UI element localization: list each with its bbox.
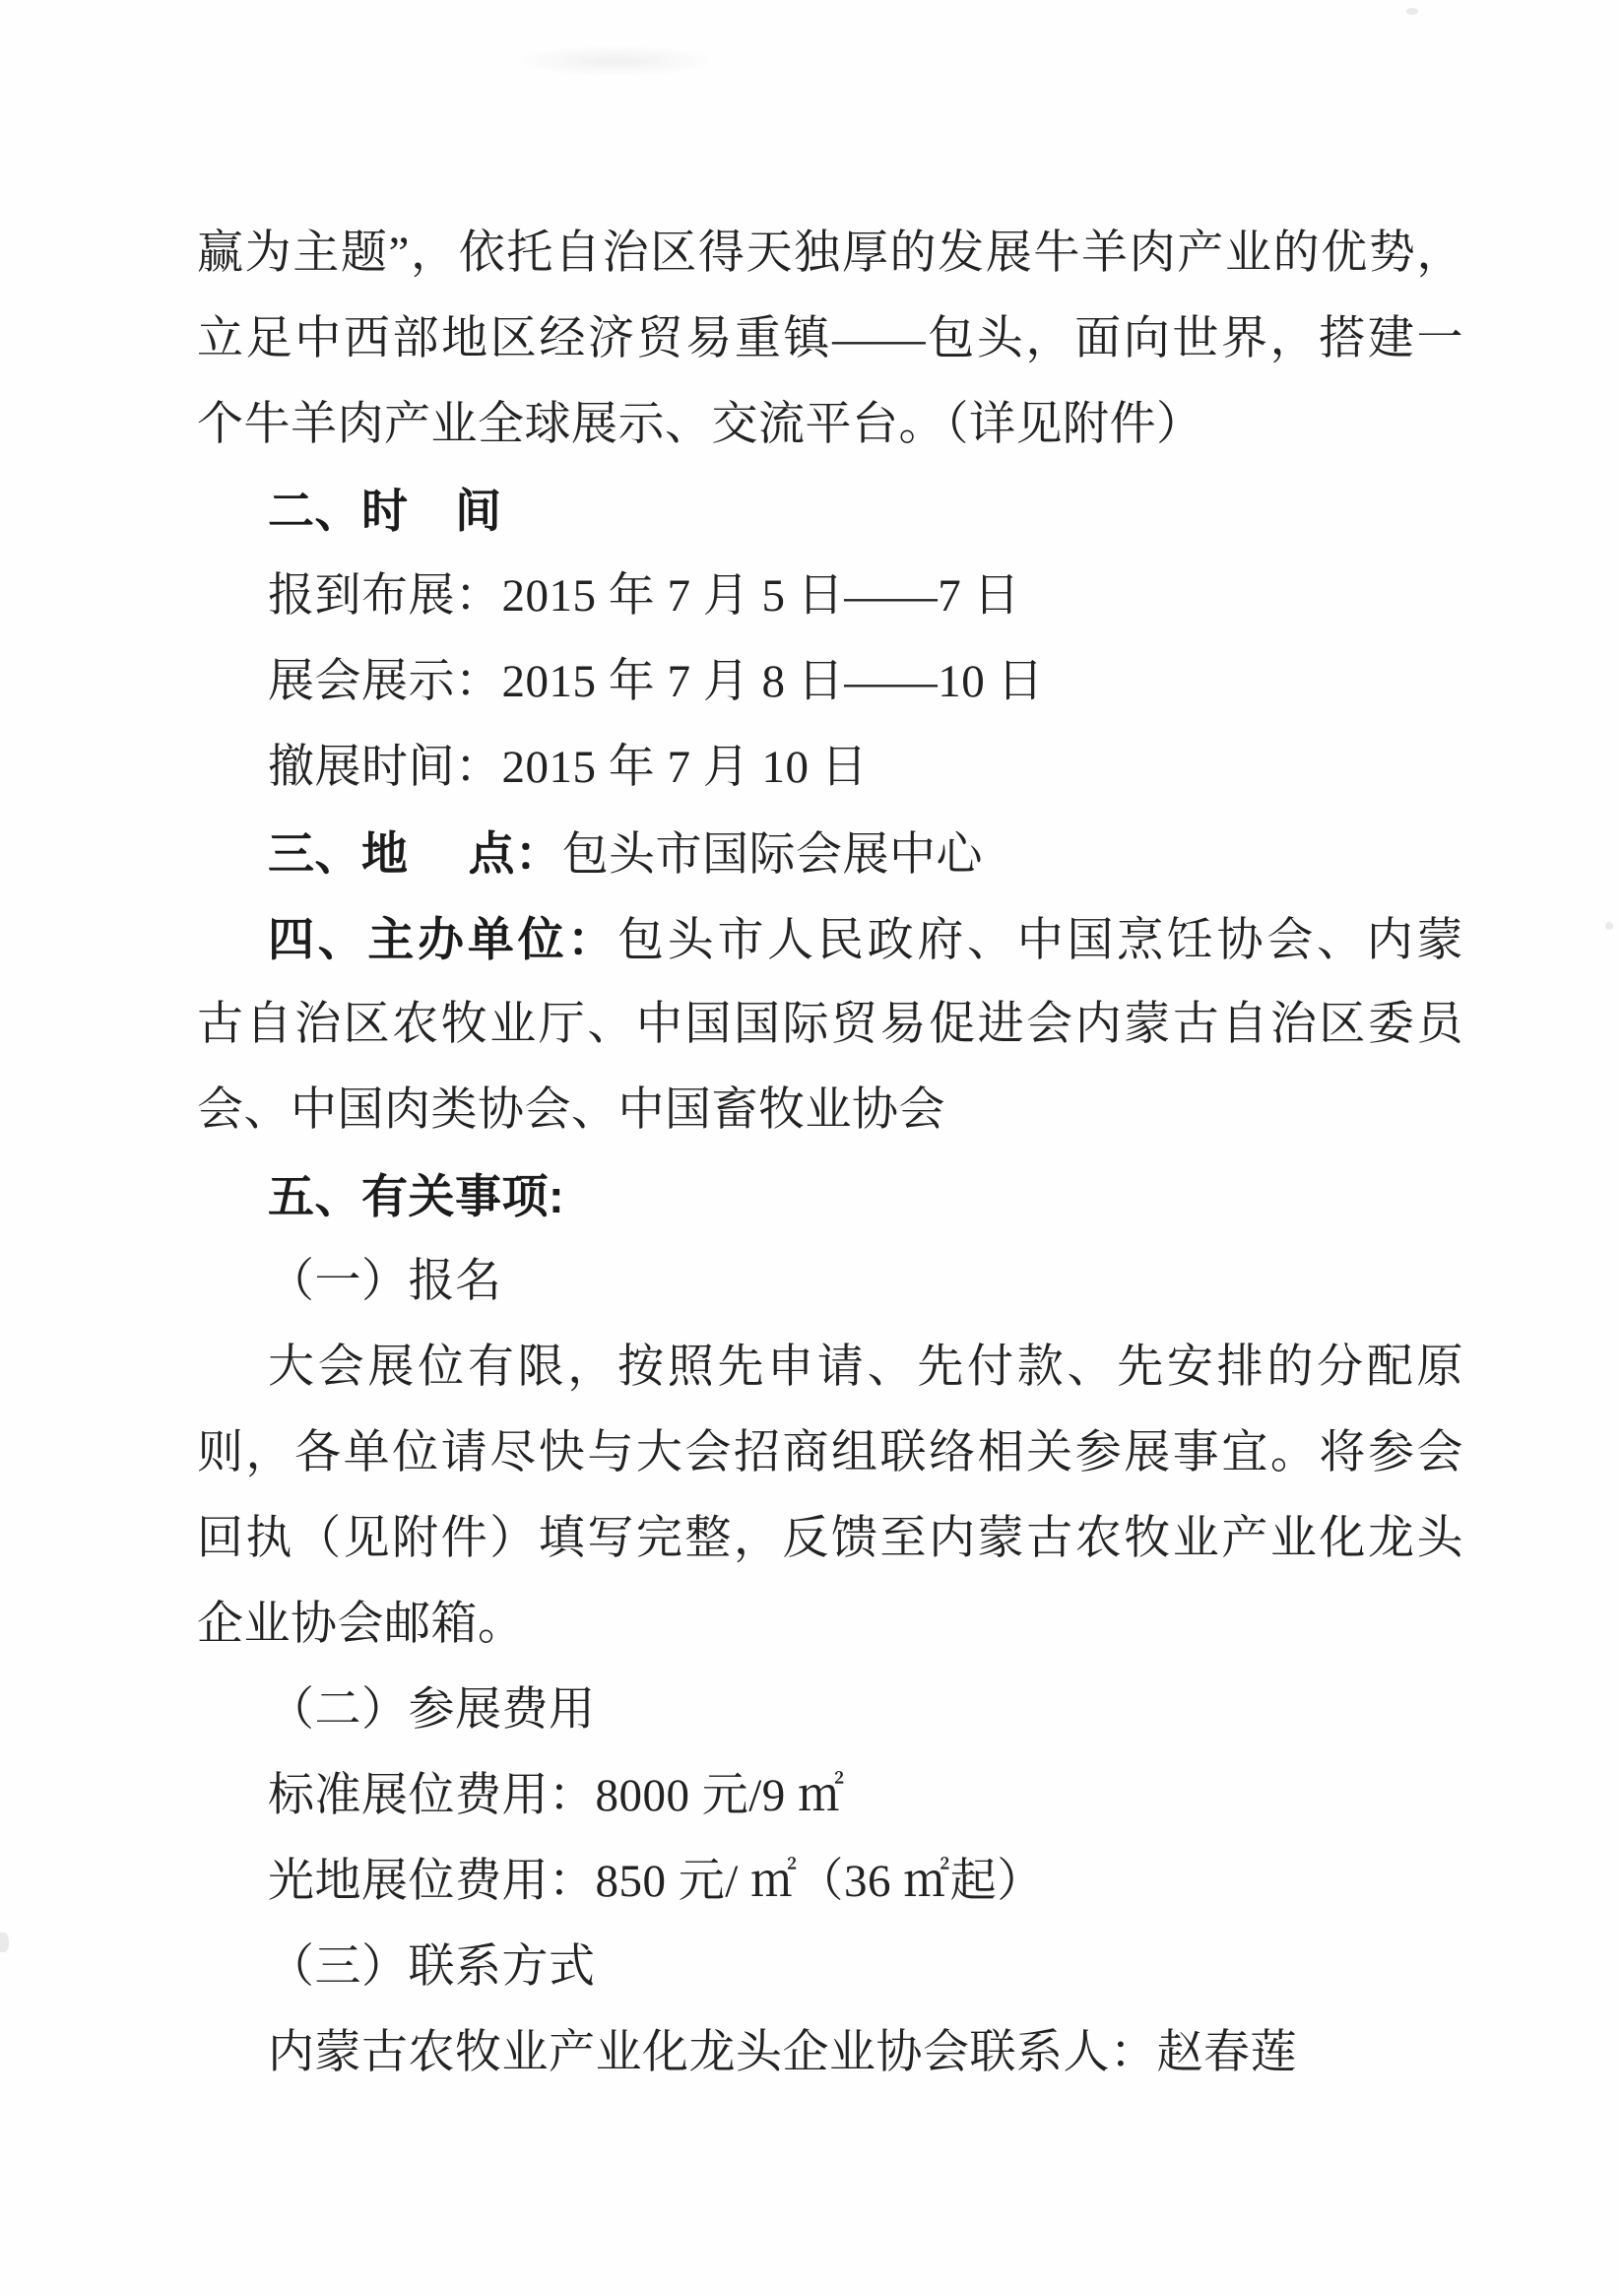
text-line — [197, 1925, 1463, 2010]
text-line — [197, 2010, 1463, 2096]
text-segment: 赢为主题”，依托自治区得天独厚的发展牛羊肉产业的优势， — [197, 228, 1463, 279]
heading-segment: 二、时 间 — [268, 485, 502, 537]
text-line — [197, 1582, 1463, 1668]
text-segment: 标准展位费用：8000 元/9 ㎡ — [268, 1770, 845, 1821]
text-line — [197, 896, 1463, 982]
text-line — [197, 1239, 1463, 1325]
text-segment: 个牛羊肉产业全球展示、交流平台。（详见附件） — [197, 399, 1203, 450]
text-segment: 企业协会邮箱。 — [197, 1599, 525, 1650]
text-line — [197, 1839, 1463, 1925]
text-segment: 包头市人民政府、中国烹饪协会、内蒙 — [617, 915, 1464, 966]
text-segment: （二）参展费用 — [268, 1684, 596, 1736]
text-segment: 会、中国肉类协会、中国畜牧业协会 — [197, 1084, 945, 1136]
text-line — [197, 211, 1463, 296]
text-line — [197, 554, 1463, 639]
text-line — [197, 1325, 1463, 1410]
text-segment: 立足中西部地区经济贸易重镇——包头，面向世界，搭建一 — [197, 313, 1463, 364]
text-segment: 内蒙古农牧业产业化龙头企业协会联系人：赵春莲 — [268, 2027, 1297, 2078]
heading-segment: 五、有关事项: — [268, 1170, 565, 1222]
heading-segment: 三、地 点： — [268, 827, 562, 880]
text-segment: 光地展位费用：850 元/ ㎡（36 ㎡起） — [268, 1856, 1044, 1907]
text-line — [197, 468, 1463, 554]
text-segment: 报到布展：2015 年 7 月 5 日——7 日 — [268, 570, 1020, 622]
scan-smudge — [512, 45, 719, 77]
text-segment: （三）联系方式 — [268, 1941, 596, 1993]
heading-segment: 四、主办单位： — [268, 913, 618, 965]
text-line — [197, 1496, 1463, 1582]
text-line — [197, 1753, 1463, 1839]
text-segment: 撤展时间：2015 年 7 月 10 日 — [268, 742, 869, 793]
text-segment: 则，各单位请尽快与大会招商组联络相关参展事宜。将参会 — [197, 1427, 1463, 1478]
text-line — [197, 296, 1463, 382]
text-segment: 展会展示：2015 年 7 月 8 日——10 日 — [268, 656, 1044, 707]
scan-speck — [1406, 8, 1418, 15]
text-line — [197, 982, 1463, 1068]
text-line — [197, 725, 1463, 811]
text-segment: 大会展位有限，按照先申请、先付款、先安排的分配原 — [268, 1342, 1463, 1393]
scan-speck — [1605, 922, 1613, 930]
text-segment: 包头市国际会展中心 — [561, 829, 984, 881]
text-line — [197, 1153, 1463, 1239]
text-line — [197, 811, 1463, 896]
scan-speck — [0, 1933, 9, 1952]
text-line — [197, 1068, 1463, 1153]
text-segment: 回执（见附件）填写完整，反馈至内蒙古农牧业产业化龙头 — [197, 1513, 1463, 1564]
text-line — [197, 1410, 1463, 1496]
document-text — [197, 211, 1463, 2096]
text-segment: （一）报名 — [268, 1256, 502, 1307]
text-segment: 古自治区农牧业厅、中国国际贸易促进会内蒙古自治区委员 — [197, 999, 1463, 1050]
text-line — [197, 639, 1463, 725]
text-line — [197, 1668, 1463, 1753]
text-line — [197, 382, 1463, 468]
